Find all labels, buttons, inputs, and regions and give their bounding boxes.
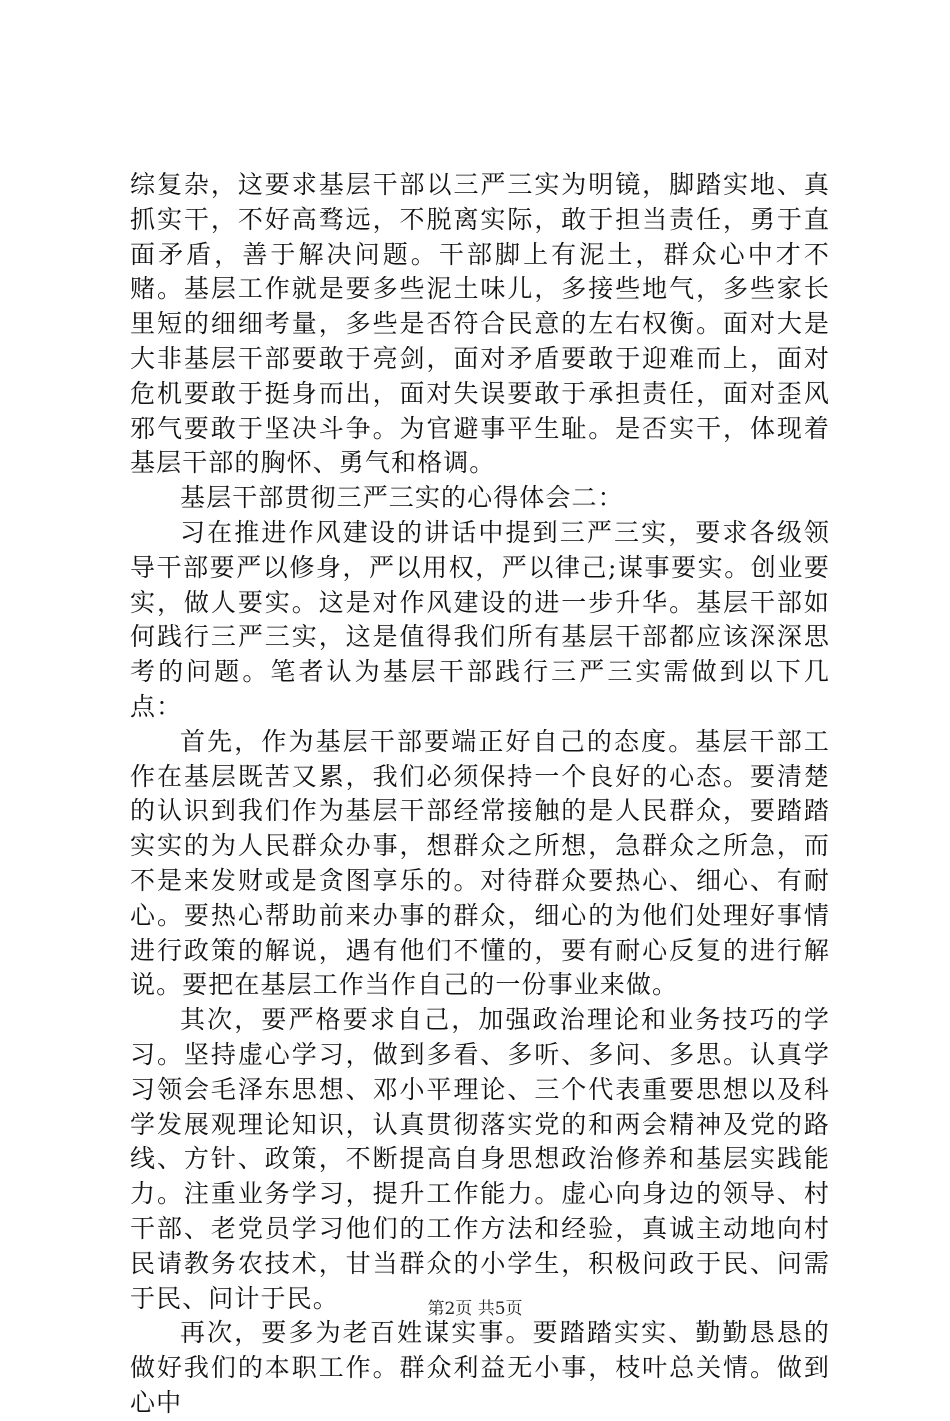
document-body xyxy=(130,168,830,1421)
section-heading: 基层干部贯彻三严三实的心得体会二： xyxy=(180,483,624,513)
paragraph-second-point: 其次，要严格要求自己，加强政治理论和业务技巧的学习。坚持虚心学习，做到多看、多听、多问、多思。认真学习领会毛泽东思想、邓小平理论、三个代表重要思想以及科学发展观理论知识，认真贯彻落实党的和两会精神及党的路线、方针、政策，不断提高自身思想政治修养和基层实践能力。注重业务学习，提升工作能力。虚心向身边的领导、村干部、老党员学习他们的工作方法和经验，真诚主动地向村民请教务农技术，甘当群众的小学生，积极问政于民、问需于民、问计于民。 xyxy=(130,1005,830,1313)
page-number-footer: 第2页 共5页 xyxy=(427,1299,523,1319)
paragraph-intro: 习在推进作风建设的讲话中提到三严三实，要求各级领导干部要严以修身，严以用权，严以律己;谋事要实。创业要实，做人要实。这是对作风建设的进一步升华。基层干部如何践行三严三实，这是值得我们所有基层干部都应该深深思考的问题。笔者认为基层干部践行三严三实需做到以下几点： xyxy=(130,517,830,721)
paragraph-continuation: 综复杂，这要求基层干部以三严三实为明镜，脚踏实地、真抓实干，不好高骛远，不脱离实际，敢于担当责任，勇于直面矛盾，善于解决问题。干部脚上有泥土，群众心中才不赌。基层工作就是要多些泥土味儿，多接些地气，多些家长里短的细细考量，多些是否符合民意的左右权衡。面对大是大非基层干部要敢于亮剑，面对矛盾要敢于迎难而上，面对危机要敢于挺身而出，面对失误要敢于承担责任，面对歪风邪气要敢于坚决斗争。为官避事平生耻。是否实干，体现着基层干部的胸怀、勇气和格调。 xyxy=(130,170,830,478)
paragraph-first-point: 首先，作为基层干部要端正好自己的态度。基层干部工作在基层既苦又累，我们必须保持一个良好的心态。要清楚的认识到我们作为基层干部经常接触的是人民群众，要踏踏实实的为人民群众办事，想群众之所想，急群众之所急，而不是来发财或是贪图享乐的。对待群众要热心、细心、有耐心。要热心帮助前来办事的群众，细心的为他们处理好事情进行政策的解说，遇有他们不懂的，要有耐心反复的进行解说。要把在基层工作当作自己的一份事业来做。 xyxy=(130,726,830,1000)
paragraph-third-point: 再次，要多为老百姓谋实事。要踏踏实实、勤勤恳恳的做好我们的本职工作。群众利益无小事，枝叶总关情。做到心中 xyxy=(130,1318,830,1417)
